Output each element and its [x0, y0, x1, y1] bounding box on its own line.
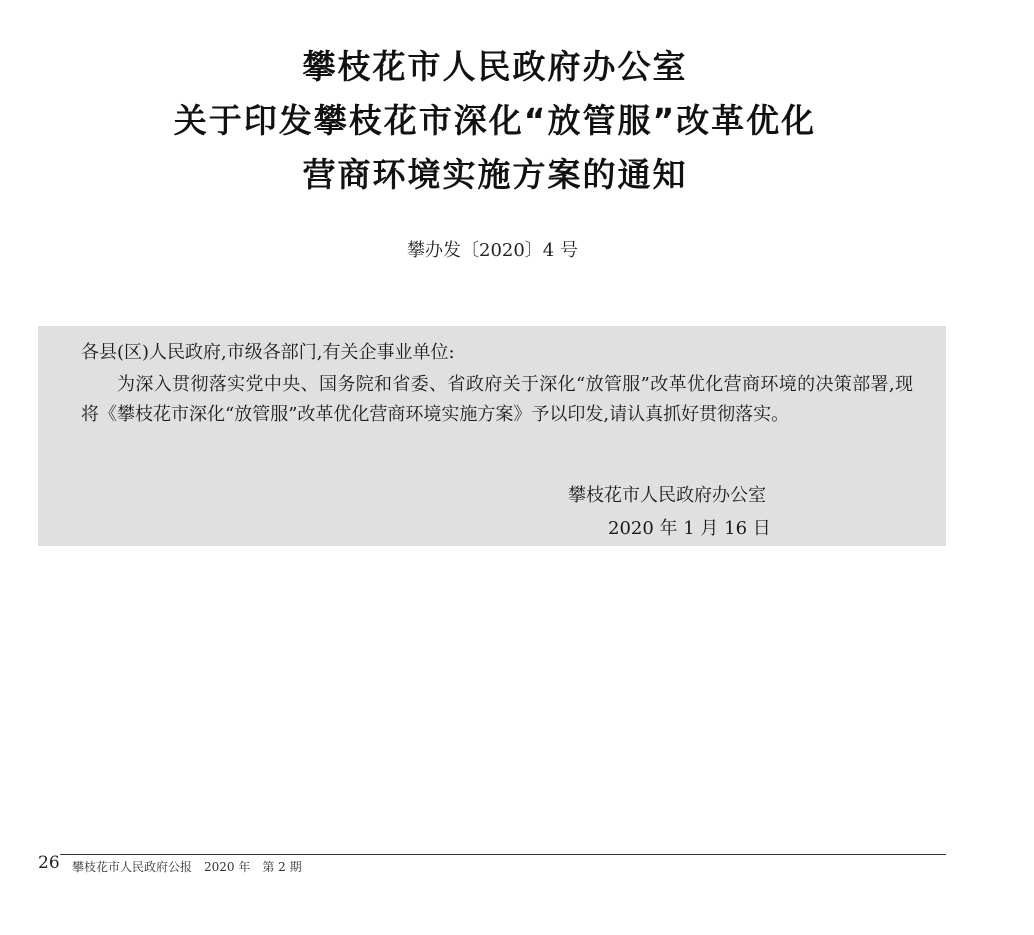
signature-date: 2020 年 1 月 16 日 [608, 518, 771, 539]
page-footer [38, 848, 946, 878]
notice-panel [38, 326, 946, 546]
signature-organization: 攀枝花市人民政府办公室 [568, 485, 766, 506]
salutation: 各县(区)人民政府,市级各部门,有关企事业单位: [81, 342, 455, 363]
title-line-3: 营商环境实施方案的通知 [302, 155, 688, 194]
document-title [0, 40, 990, 202]
page-number: 26 [38, 853, 60, 873]
journal-name: 攀枝花市人民政府公报 2020 年 第 2 期 [72, 860, 302, 874]
notice-body: 为深入贯彻落实党中央、国务院和省委、省政府关于深化“放管服”改革优化营商环境的决策部署,现将《攀枝花市深化“放管服”改革优化营商环境实施方案》予以印发,请认真抓好贯彻落实。 [81, 374, 913, 425]
document-number: 攀办发〔2020〕4 号 [407, 240, 578, 261]
title-line-2: 关于印发攀枝花市深化“放管服”改革优化 [173, 101, 817, 140]
title-line-1: 攀枝花市人民政府办公室 [302, 47, 688, 86]
footer-divider [60, 854, 946, 855]
